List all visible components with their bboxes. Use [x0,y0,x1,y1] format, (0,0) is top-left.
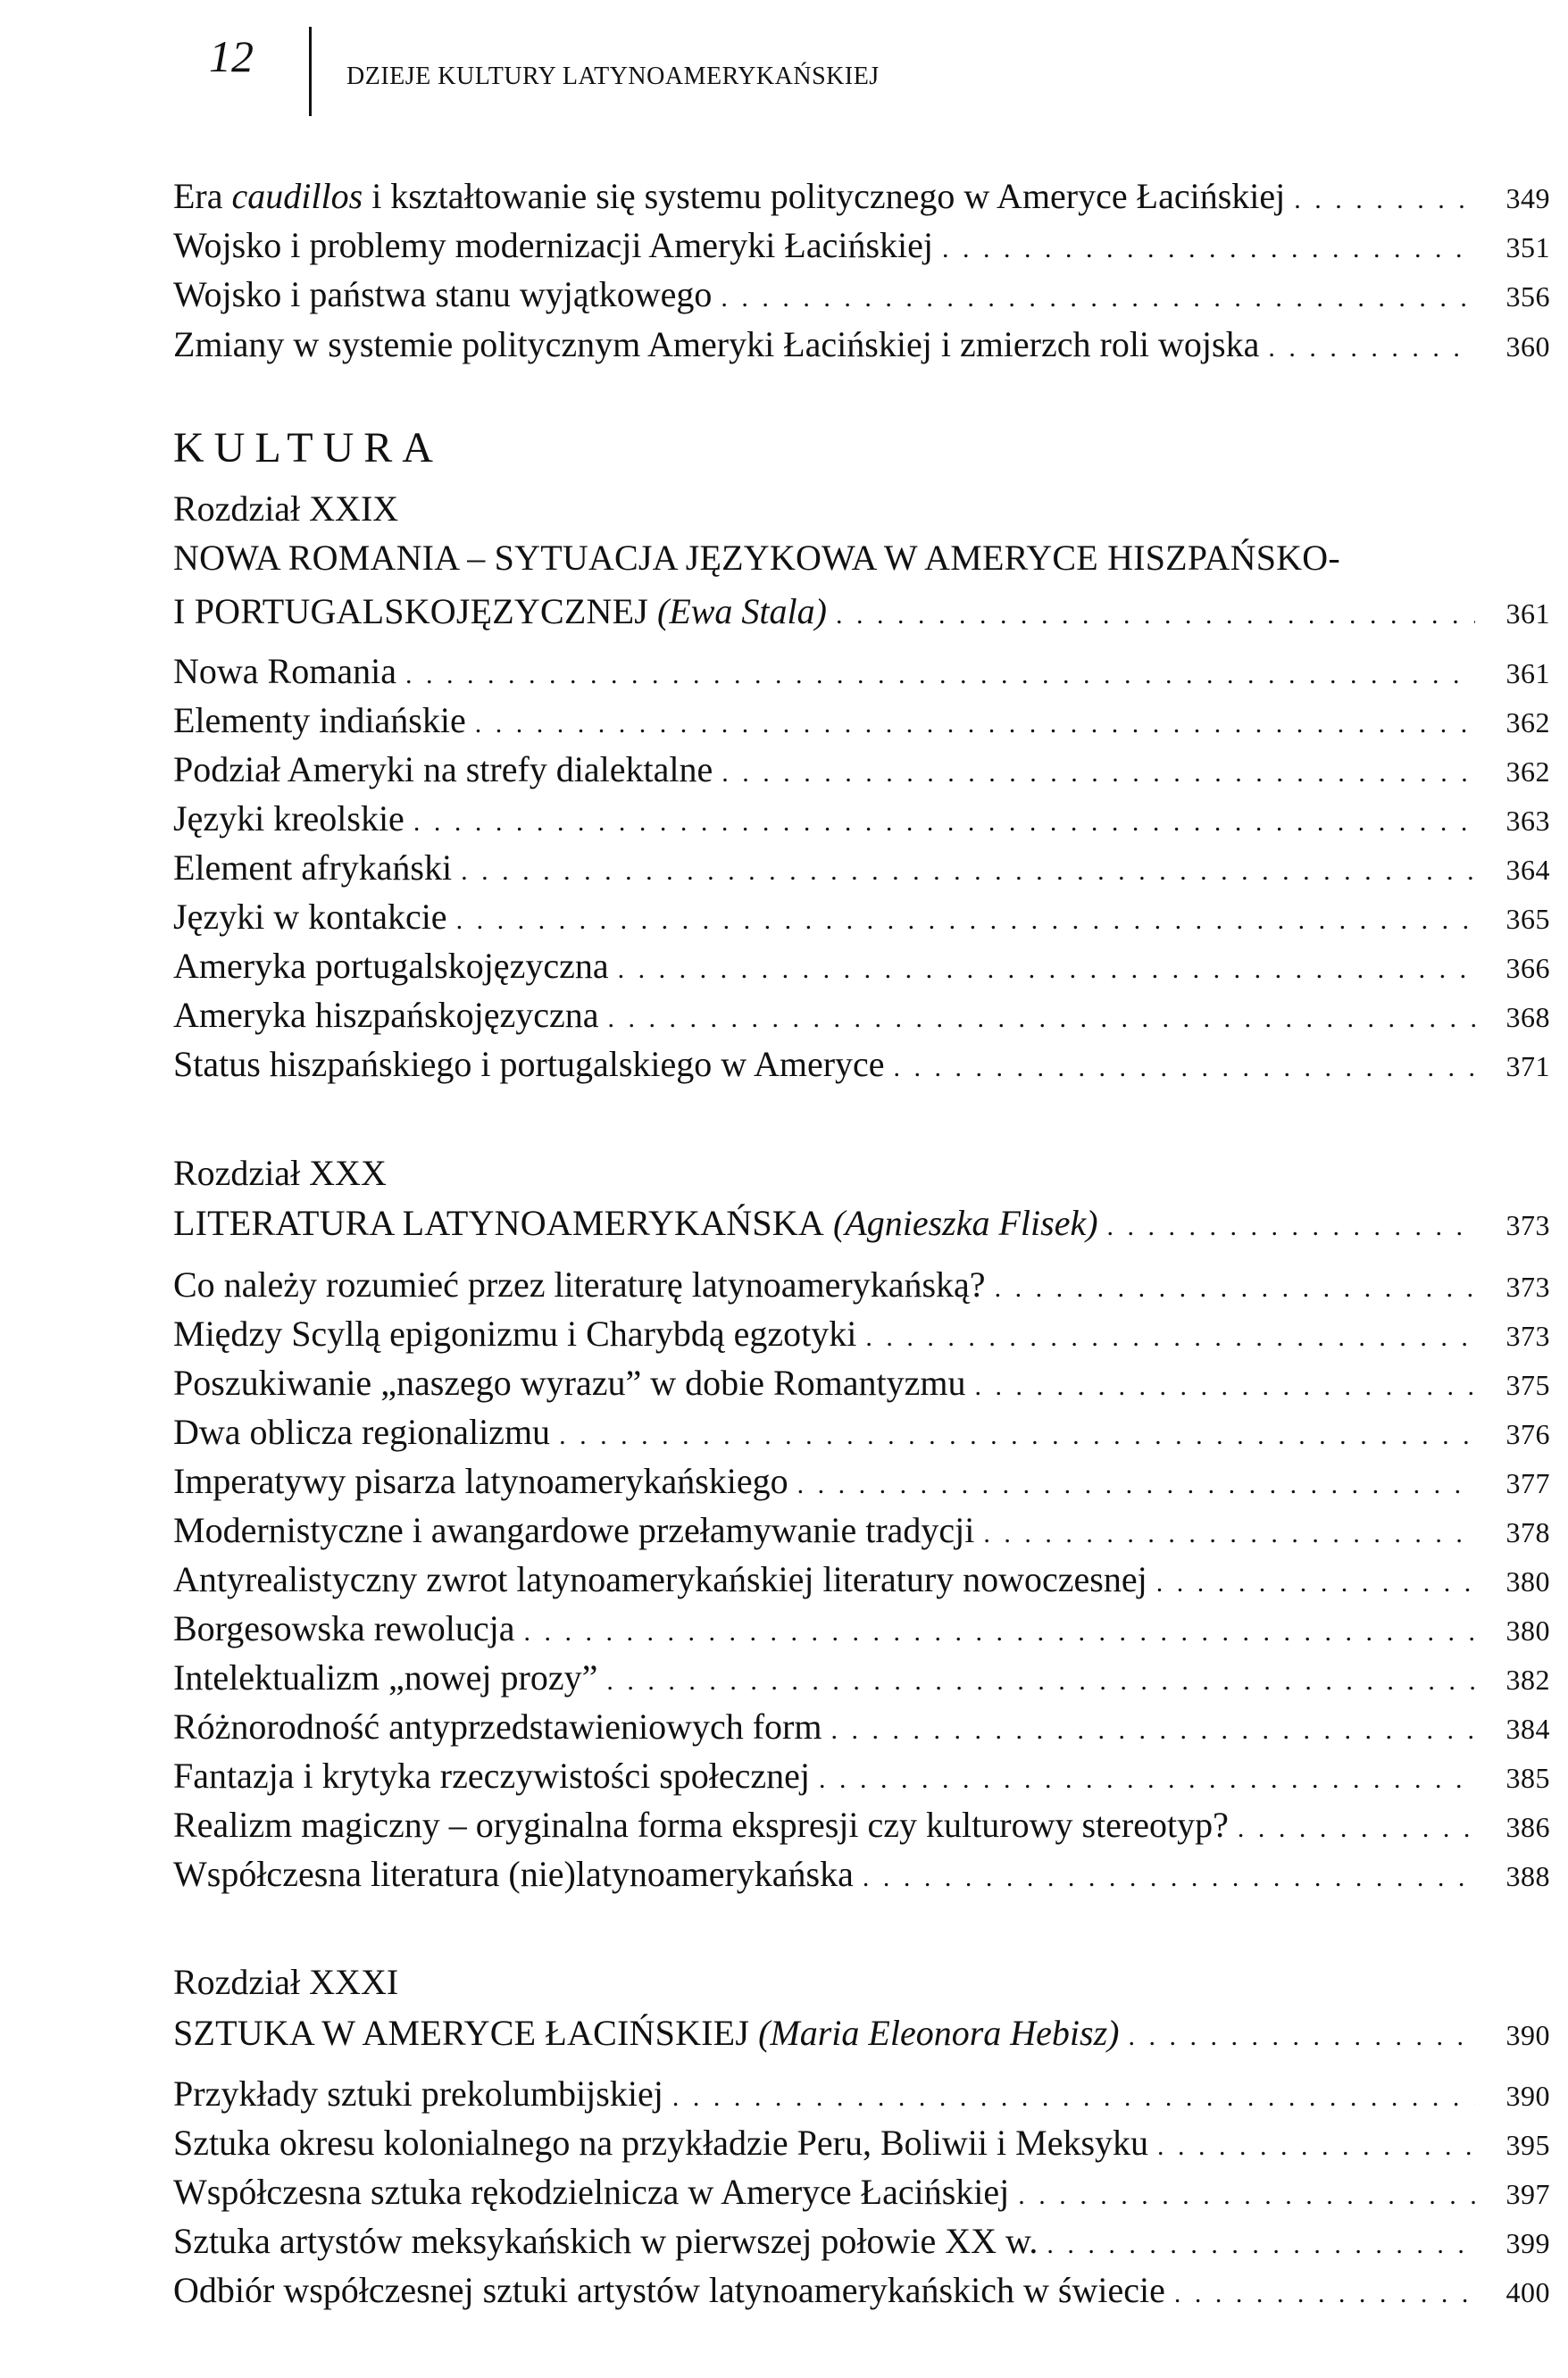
toc-entry [173,844,1550,892]
toc-entry-page: 368 [1505,1001,1550,1033]
toc-entry [173,1605,1550,1653]
toc-entry-page: 385 [1505,1762,1550,1794]
chapter-label: Rozdział XXXI [173,1962,399,2002]
toc-entry-title: Imperatywy pisarza latynoamerykańskiego [173,1461,788,1501]
toc-entry-title: Antyrealistyczny zwrot latynoamerykańskiej literatury nowoczesnej [173,1559,1147,1599]
chapter-title-entry [173,1199,1550,1247]
leader-dots [863,1854,1475,1898]
toc-entry [173,1457,1550,1506]
toc-entry-title: Między Scyllą epigonizmu i Charybdą egzotyki [173,1314,857,1354]
toc-entry [173,1801,1550,1849]
toc-entry [173,2266,1550,2315]
section-heading: KULTURA [173,424,443,471]
toc-entry-title: Status hiszpańskiego i portugalskiego w Ameryce [173,1044,885,1084]
toc-entry-title: Era caudillos i kształtowanie się systemu politycznego w Ameryce Łacińskiej [173,176,1286,216]
toc-entry-title: Sztuka okresu kolonialnego na przykładzie Peru, Boliwii i Meksyku [173,2123,1149,2163]
toc-entry-title: Języki w kontakcie [173,897,447,937]
leader-dots [721,274,1475,319]
toc-entry-title: Zmiany w systemie politycznym Ameryki Łacińskiej i zmierzch roli wojska [173,324,1260,364]
chapter-label: Rozdział XXIX [173,488,399,529]
leader-dots [1268,324,1475,369]
leader-dots [559,1412,1475,1456]
toc-entry [173,795,1550,843]
toc-entry [173,746,1550,794]
toc-entry-page: 378 [1505,1516,1550,1548]
toc-entry [173,1506,1550,1555]
chapter-title: SZTUKA W AMERYCE ŁACIŃSKIEJ (Maria Eleonora Hebisz) [173,2013,1120,2053]
toc-entry-title: Wojsko i państwa stanu wyjątkowego [173,274,713,314]
leader-dots [475,700,1475,745]
toc-entry [173,1556,1550,1604]
chapter-page: 390 [1505,2019,1550,2051]
leader-dots [405,651,1475,696]
toc-entry [173,1408,1550,1456]
running-title: DZIEJE KULTURY LATYNOAMERYKAŃSKIEJ [346,63,880,90]
toc-entry-title: Wojsko i problemy modernizacji Ameryki Łacińskiej [173,225,934,265]
chapter-label: Rozdział XXX [173,1153,387,1193]
toc-entry-page: 361 [1505,657,1550,689]
toc-entry [173,1040,1550,1089]
leader-dots [894,1044,1475,1089]
toc-entry-page: 376 [1505,1418,1550,1450]
toc-entry-page: 362 [1505,706,1550,738]
toc-entry-page: 371 [1505,1050,1550,1082]
chapter-page: 373 [1505,1209,1550,1241]
toc-entry-page: 366 [1505,952,1550,984]
toc-entry-page: 356 [1505,280,1550,313]
toc-entry-page: 399 [1505,2227,1550,2259]
toc-entry-title: Ameryka hiszpańskojęzyczna [173,995,599,1035]
toc-entry-title: Odbiór współczesnej sztuki artystów latynoamerykańskich w świecie [173,2270,1165,2310]
toc-entry-page: 380 [1505,1565,1550,1598]
toc-entry [173,221,1550,270]
leader-dots [721,749,1475,794]
toc-entry-page: 388 [1505,1860,1550,1892]
toc-entry-title: Elementy indiańskie [173,700,466,740]
toc-entry [173,647,1550,696]
toc-entry-title: Realizm magiczny – oryginalna forma ekspresji czy kulturowy stereotyp? [173,1805,1229,1845]
toc-entry-title: Intelektualizm „nowej prozy” [173,1657,598,1698]
toc-entry-page: 375 [1505,1369,1550,1401]
toc-entry-page: 390 [1505,2080,1550,2112]
toc-entry-page: 373 [1505,1320,1550,1352]
toc-entry-title: Ameryka portugalskojęzyczna [173,946,609,986]
leader-dots [975,1363,1475,1407]
toc-entry [173,1850,1550,1898]
toc-entry [173,1703,1550,1751]
leader-dots [1018,2172,1475,2216]
chapter-title: I PORTUGALSKOJĘZYCZNEJ (Ewa Stala) [173,591,827,631]
toc-entry [173,991,1550,1039]
leader-dots [865,1314,1475,1358]
leader-dots [1129,2013,1476,2057]
toc-entry-title: Nowa Romania [173,651,396,691]
leader-dots [618,946,1475,990]
toc-entry-title: Co należy rozumieć przez literaturę latynoamerykańską? [173,1264,986,1305]
toc-entry [173,1654,1550,1702]
leader-dots [606,1657,1475,1702]
toc-entry [173,893,1550,941]
chapter-title-line: NOWA ROMANIA – SYTUACJA JĘZYKOWA W AMERYCE HISZPAŃSKO- [173,538,1340,578]
chapter-page: 361 [1505,597,1550,630]
toc-entry [173,172,1550,221]
toc-entry-title: Borgesowska rewolucja [173,1608,515,1648]
leader-dots [983,1510,1475,1555]
chapter-author: (Ewa Stala) [657,591,827,631]
leader-dots [1294,176,1475,221]
running-header [0,0,1568,134]
toc-entry-page: 373 [1505,1271,1550,1303]
leader-dots [830,1706,1475,1751]
toc-entry [173,2070,1550,2118]
toc-entry-page: 362 [1505,755,1550,788]
toc-entry-title: Współczesna literatura (nie)latynoamerykańska [173,1854,854,1894]
toc-entry [173,1310,1550,1358]
toc-entry [173,1752,1550,1800]
toc-entry-title: Element afrykański [173,847,453,888]
toc-entry-page: 380 [1505,1615,1550,1647]
toc-entry-page: 382 [1505,1664,1550,1696]
toc-entry-title: Przykłady sztuki prekolumbijskiej [173,2073,663,2114]
toc-entry [173,321,1550,369]
leader-dots [797,1461,1475,1506]
leader-dots [1156,1559,1475,1604]
toc-entry-title: Różnorodność antyprzedstawieniowych form [173,1706,822,1747]
toc-entry [173,1261,1550,1309]
chapter-title-entry [173,588,1550,636]
toc-entry [173,697,1550,745]
toc-entry [173,2119,1550,2167]
toc-entry-title: Dwa oblicza regionalizmu [173,1412,551,1452]
leader-dots [456,897,1475,941]
chapter-title: LITERATURA LATYNOAMERYKAŃSKA (Agnieszka Flisek) [173,1203,1098,1243]
leader-dots [1157,2123,1475,2167]
toc-entry-title: Podział Ameryki na strefy dialektalne [173,749,713,789]
toc-entry-title: Fantazja i krytyka rzeczywistości społecznej [173,1756,811,1796]
page-number: 12 [209,31,254,81]
toc-entry-title: Modernistyczne i awangardowe przełamywanie tradycji [173,1510,975,1550]
toc-entry-page: 364 [1505,854,1550,886]
toc-entry-page: 351 [1505,231,1550,263]
toc-entry [173,2168,1550,2216]
leader-dots [607,995,1475,1039]
toc-entry-title: Języki kreolskie [173,798,405,839]
toc-entry-page: 386 [1505,1811,1550,1843]
leader-dots [836,591,1475,636]
toc-entry-page: 384 [1505,1713,1550,1745]
leader-dots [461,847,1475,892]
toc-entry-page: 377 [1505,1467,1550,1499]
leader-dots [672,2073,1475,2118]
leader-dots [1107,1203,1475,1247]
leader-dots [995,1264,1475,1309]
toc-entry-title: Poszukiwanie „naszego wyrazu” w dobie Romantyzmu [173,1363,966,1403]
leader-dots [524,1608,1476,1653]
toc-entry-page: 360 [1505,330,1550,363]
chapter-author: (Agnieszka Flisek) [832,1203,1098,1243]
leader-dots [942,225,1475,270]
toc-entry [173,2217,1550,2265]
toc-entry-title: Współczesna sztuka rękodzielnicza w Ameryce Łacińskiej [173,2172,1010,2212]
toc-entry [173,271,1550,319]
toc-entry-title: Sztuka artystów meksykańskich w pierwszej połowie XX w. [173,2221,1038,2261]
toc-entry-page: 363 [1505,805,1550,837]
chapter-title-entry [173,2009,1550,2057]
leader-dots [413,798,1475,843]
toc-entry-page: 400 [1505,2276,1550,2308]
toc-entry-page: 395 [1505,2129,1550,2161]
toc-entry-page: 365 [1505,903,1550,935]
chapter-author: (Maria Eleonora Hebisz) [758,2013,1120,2053]
leader-dots [1174,2270,1475,2315]
leader-dots [1047,2221,1475,2265]
leader-dots [1238,1805,1475,1849]
toc-entry-page: 397 [1505,2178,1550,2210]
header-divider [309,27,312,116]
toc-entry-page: 349 [1505,182,1550,214]
leader-dots [819,1756,1475,1800]
toc-entry [173,942,1550,990]
toc-entry [173,1359,1550,1407]
